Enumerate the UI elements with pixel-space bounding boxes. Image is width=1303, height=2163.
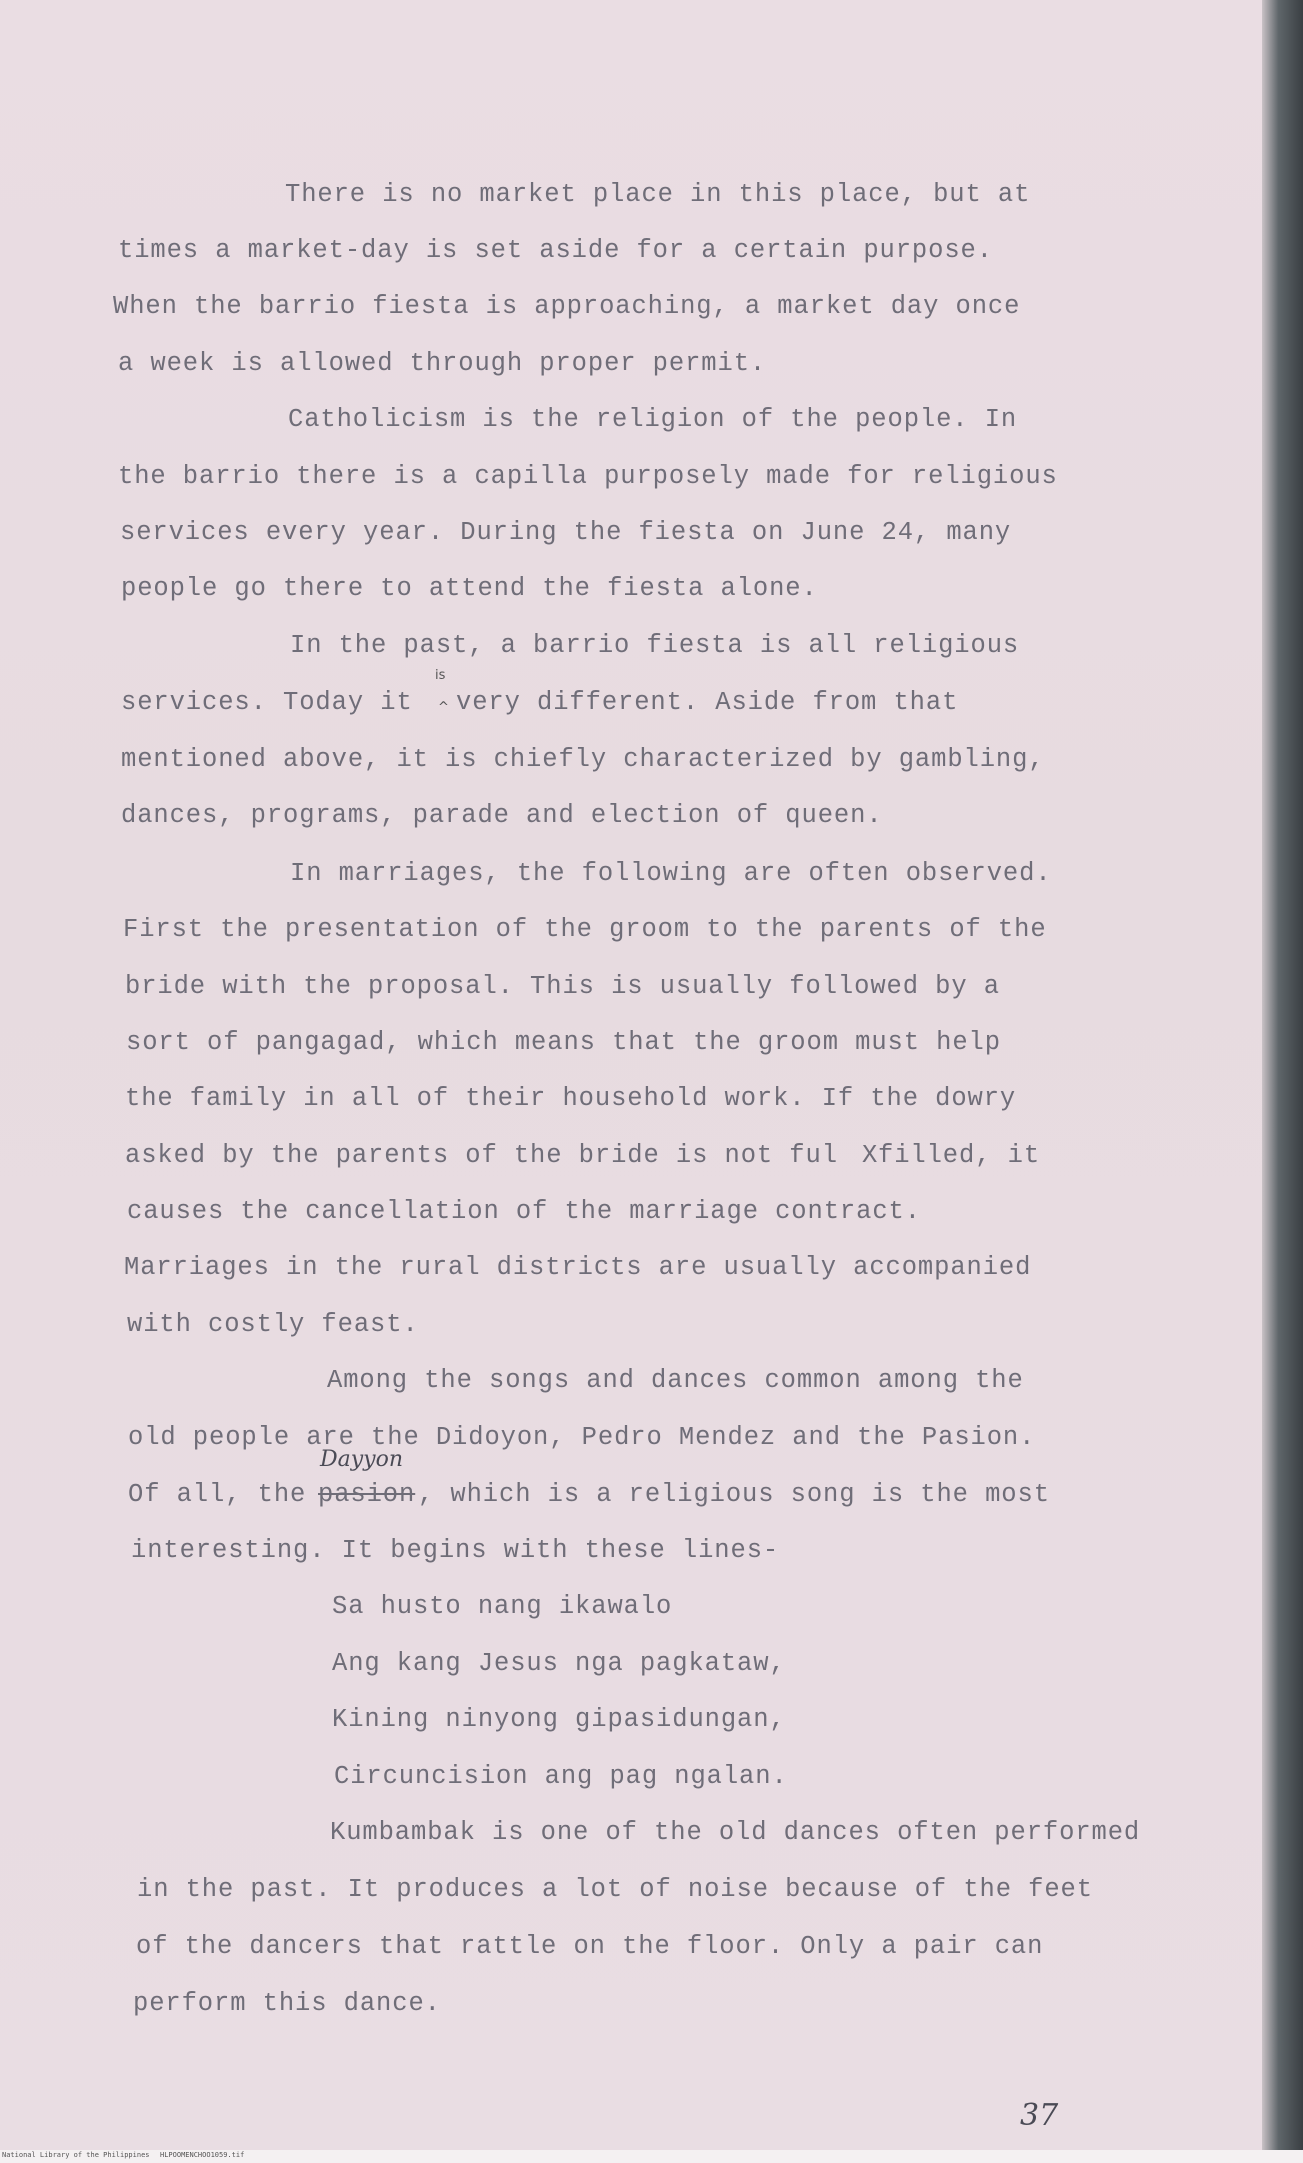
text-line: of the dancers that rattle on the floor. Only a pair can: [136, 1932, 1044, 1961]
text-line: a week is allowed through proper permit.: [118, 349, 767, 378]
text-line: Kumbambak is one of the old dances often performed: [330, 1818, 1141, 1847]
text-line: mentioned above, it is chiefly characterized by gambling,: [121, 745, 1045, 774]
text-line: Marriages in the rural districts are usually accompanied: [124, 1253, 1032, 1282]
text-line: bride with the proposal. This is usually followed by a: [125, 972, 1000, 1001]
text-line: times a market-day is set aside for a certain purpose.: [118, 236, 993, 265]
text-line: , which is a religious song is the most: [418, 1480, 1050, 1509]
text-line: with costly feast.: [127, 1310, 419, 1339]
text-line: old people are the Didoyon, Pedro Mendez and the Pasion.: [128, 1423, 1036, 1452]
typed-insertion: is: [435, 668, 446, 683]
text-line: There is no market place in this place, but at: [285, 180, 1031, 209]
text-line: asked by the parents of the bride is not ful: [125, 1141, 838, 1170]
text-line: causes the cancellation of the marriage contract.: [127, 1197, 921, 1226]
text-line: the barrio there is a capilla purposely made for religious: [118, 462, 1058, 491]
text-line: sort of pangagad, which means that the groom must help: [126, 1028, 1001, 1057]
text-line: the family in all of their household work. If the dowry: [125, 1084, 1017, 1113]
text-line: services. Today it: [121, 688, 413, 717]
page-number: 37: [1020, 2098, 1059, 2133]
text-line: filled, it: [878, 1141, 1041, 1170]
struck-word: pasion: [318, 1480, 416, 1509]
footer-filename: HLPOOMENCHOO1059.tif: [160, 2151, 245, 2159]
verse-line: Circuncision ang pag ngalan.: [334, 1762, 788, 1791]
text-line: Among the songs and dances common among the: [327, 1366, 1024, 1395]
text-line: Catholicism is the religion of the people. In: [288, 405, 1018, 434]
handwritten-correction: Dayyon: [320, 1447, 404, 1472]
footer-source: National Library of the Philippines: [2, 2151, 150, 2159]
text-line: interesting. It begins with these lines-: [131, 1536, 780, 1565]
text-line: When the barrio fiesta is approaching, a market day once: [113, 292, 1021, 321]
text-line: In marriages, the following are often observed.: [290, 859, 1052, 888]
verse-line: Sa husto nang ikawalo: [332, 1592, 673, 1621]
text-line: services every year. During the fiesta on June 24, many: [120, 518, 1012, 547]
text-line: people go there to attend the fiesta alone.: [121, 574, 818, 603]
scan-footer: [0, 2150, 1303, 2163]
text-line: very different. Aside from that: [456, 688, 959, 717]
text-line: in the past. It produces a lot of noise because of the feet: [137, 1875, 1093, 1904]
insertion-caret: ^: [438, 700, 449, 715]
text-line: Of all, the: [128, 1480, 307, 1509]
text-line: In the past, a barrio fiesta is all religious: [290, 631, 1020, 660]
text-line: First the presentation of the groom to the parents of the: [123, 915, 1047, 944]
text-line: dances, programs, parade and election of queen.: [121, 801, 883, 830]
verse-line: Ang kang Jesus nga pagkataw,: [332, 1649, 786, 1678]
scan-edge: [1262, 0, 1303, 2163]
text-line: perform this dance.: [133, 1989, 441, 2018]
struck-letter: X: [862, 1141, 879, 1170]
verse-line: Kining ninyong gipasidungan,: [332, 1705, 786, 1734]
